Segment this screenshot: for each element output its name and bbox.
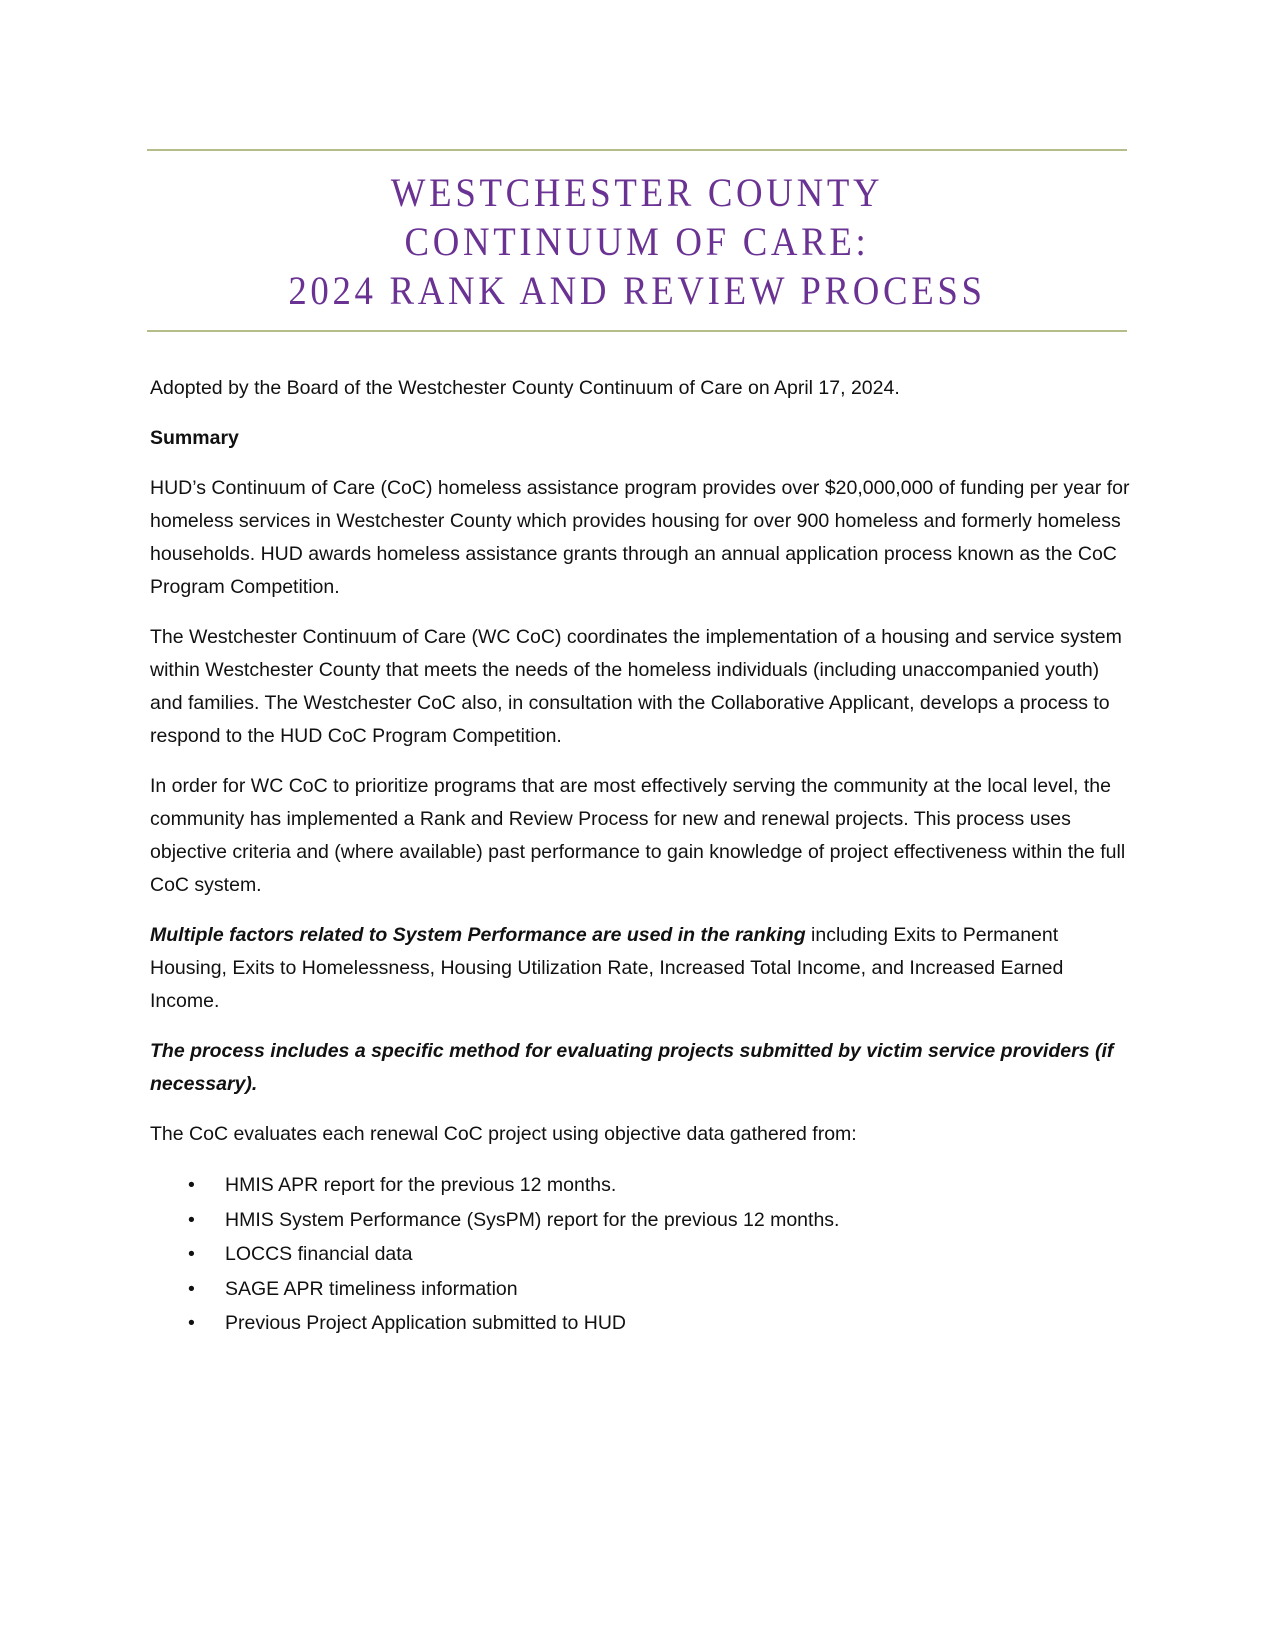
page-title	[147, 168, 1127, 315]
evaluates-intro: The CoC evaluates each renewal CoC project using objective data gathered from:	[150, 1123, 857, 1145]
victim-service-note: The process includes a specific method for evaluating projects submitted by victim service providers (if necessary).	[150, 1040, 1114, 1095]
list-item	[150, 1237, 1135, 1272]
list-item	[150, 1203, 1135, 1238]
document-body	[150, 372, 1135, 1341]
bullet-icon: •	[188, 1277, 195, 1300]
list-item	[150, 1168, 1135, 1203]
bullet-icon: •	[188, 1312, 195, 1334]
title-top-rule	[147, 149, 1127, 151]
bullet-icon: •	[188, 1174, 195, 1196]
list-item-text: Previous Project Application submitted to HUD	[225, 1312, 627, 1334]
bullet-icon: •	[188, 1208, 195, 1231]
title-bottom-rule	[147, 330, 1127, 332]
factors-rest: including Exits to Permanent Housing, Exits to Homelessness, Housing Utilization Rate, Increased Total Income, and Increased Earned Income.	[150, 924, 1064, 1012]
list-item-text: HMIS System Performance (SysPM) report for the previous 12 months.	[225, 1208, 840, 1231]
paragraph-factors	[150, 919, 1135, 1018]
paragraph-prioritize: In order for WC CoC to prioritize programs that are most effectively serving the community at the local level, the community has implemented a Rank and Review Process for new and renewal projects. This process uses objective criteria and (where available) past performance to gain knowledge of project effectiveness within the full CoC system.	[150, 775, 1126, 896]
paragraph-funding: HUD’s Continuum of Care (CoC) homeless assistance program provides over $20,000,000 of funding per year for homeless services in Westchester County which provides housing for over 900 homeless and formerly homeless households. HUD awards homeless assistance grants through an annual application process known as the CoC Program Competition.	[150, 477, 1130, 598]
bullet-icon: •	[188, 1243, 195, 1265]
list-item	[150, 1306, 1135, 1341]
list-item	[150, 1272, 1135, 1307]
data-sources-list	[150, 1168, 1135, 1341]
title-line-2: CONTINUUM OF CARE:	[404, 219, 870, 264]
adopted-statement: Adopted by the Board of the Westchester County Continuum of Care on April 17, 2024.	[150, 377, 900, 399]
list-item-text: HMIS APR report for the previous 12 months.	[225, 1174, 617, 1196]
summary-heading: Summary	[150, 427, 239, 449]
list-item-text: SAGE APR timeliness information	[225, 1277, 518, 1300]
title-line-3: 2024 RANK AND REVIEW PROCESS	[288, 268, 986, 313]
title-line-1: WESTCHESTER COUNTY	[390, 170, 884, 215]
factors-emphasis: Multiple factors related to System Performance are used in the ranking	[150, 924, 806, 946]
list-item-text: LOCCS financial data	[225, 1243, 413, 1265]
paragraph-coordination: The Westchester Continuum of Care (WC CoC) coordinates the implementation of a housing and service system within Westchester County that meets the needs of the homeless individuals (including unaccompanied youth) and families. The Westchester CoC also, in consultation with the Collaborative Applicant, develops a process to respond to the HUD CoC Program Competition.	[150, 626, 1122, 747]
